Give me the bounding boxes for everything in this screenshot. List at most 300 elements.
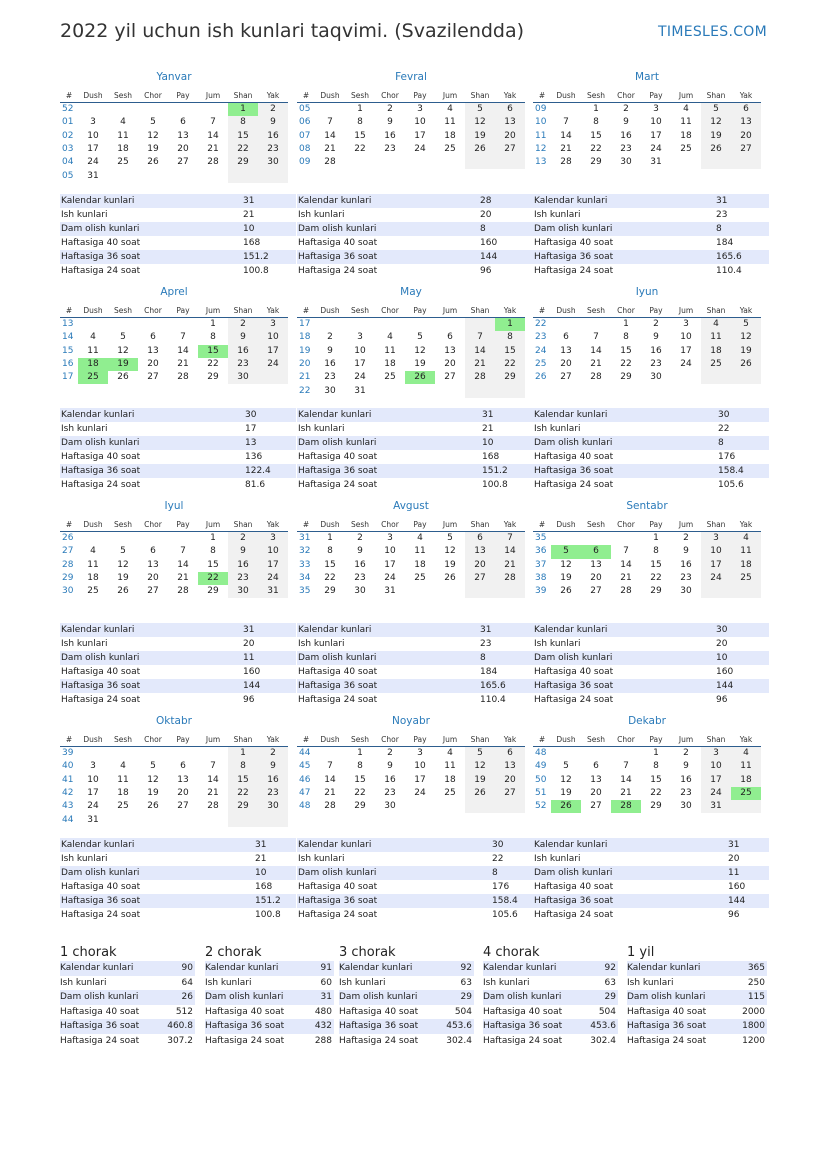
week-number: 47 — [299, 788, 311, 799]
stat-value: 176 — [492, 882, 510, 892]
day-cell: 6 — [180, 761, 186, 772]
day-cell: 1 — [623, 319, 629, 330]
day-cell: 17 — [354, 359, 366, 370]
stat-value: 165.6 — [480, 679, 533, 693]
day-cell: 19 — [560, 788, 572, 799]
stats-row — [533, 478, 769, 492]
day-cell: 30 — [258, 800, 288, 813]
weekday-header: Dush — [315, 732, 345, 747]
week-row — [60, 813, 288, 826]
day-cell: 4 — [120, 117, 126, 128]
weekday-header: Jum — [198, 303, 228, 318]
day-cell: 28 — [590, 372, 602, 383]
stat-value: 92 — [432, 961, 474, 976]
day-cell: 9 — [387, 761, 393, 772]
day-cell: 2 — [228, 532, 258, 546]
day-cell: 2 — [387, 104, 393, 115]
stat-label: Haftasiga 36 soat — [339, 1019, 432, 1034]
stat-value: 29 — [576, 990, 618, 1005]
quarter-title: 1 chorak — [60, 945, 117, 960]
stats-row — [297, 450, 533, 464]
stats-row — [297, 623, 533, 637]
stat-label: Haftasiga 40 soat — [534, 452, 614, 462]
stats-row — [533, 408, 769, 422]
week-row — [533, 585, 761, 598]
weekday-header: Dush — [78, 732, 108, 747]
week-row — [533, 358, 761, 371]
stat-value: 29 — [432, 990, 474, 1005]
day-cell — [228, 169, 258, 182]
day-cell: 29 — [324, 586, 336, 597]
week-number: 27 — [62, 546, 74, 557]
week-row — [297, 358, 525, 371]
day-cell: 20 — [177, 788, 189, 799]
day-cell: 9 — [228, 545, 258, 558]
stats-row — [627, 976, 767, 991]
stat-value: 288 — [314, 1035, 332, 1046]
month-stats — [533, 623, 769, 707]
week-row — [297, 371, 525, 384]
day-cell: 14 — [495, 545, 525, 558]
month-table — [533, 517, 761, 598]
stat-label: Haftasiga 36 soat — [533, 464, 718, 478]
weekday-header: Dush — [78, 517, 108, 532]
day-cell: 6 — [563, 332, 569, 343]
day-cell: 4 — [701, 318, 731, 332]
day-cell: 17 — [650, 130, 662, 141]
day-cell: 11 — [731, 760, 761, 773]
week-number: 39 — [62, 748, 74, 759]
stat-value: 10 — [243, 222, 296, 236]
stat-value: 8 — [480, 222, 533, 236]
week-number: 35 — [535, 533, 547, 544]
stat-value: 250 — [747, 977, 765, 988]
site-link[interactable]: TIMESLES.COM — [658, 24, 767, 40]
stats-row — [483, 1005, 618, 1020]
day-cell: 7 — [327, 761, 333, 772]
day-cell — [465, 585, 495, 598]
day-cell: 23 — [258, 787, 288, 800]
day-cell: 3 — [387, 533, 393, 544]
weekday-header: # — [533, 88, 551, 103]
day-cell: 5 — [701, 103, 731, 117]
week-row — [533, 318, 761, 332]
day-cell: 15 — [650, 559, 662, 570]
day-cell: 6 — [593, 761, 599, 772]
day-cell: 7 — [495, 532, 525, 546]
day-cell — [495, 156, 525, 169]
stats-row — [297, 679, 533, 693]
day-cell: 2 — [387, 748, 393, 759]
stats-row — [60, 408, 296, 422]
weekday-header: Chor — [611, 303, 641, 318]
day-cell: 27 — [731, 143, 761, 156]
day-cell: 10 — [258, 331, 288, 344]
day-cell: 11 — [384, 345, 396, 356]
stat-label: Kalendar kunlari — [533, 408, 718, 422]
stat-label: Ish kunlari — [61, 854, 108, 864]
day-cell: 18 — [87, 573, 99, 584]
week-row — [533, 130, 761, 143]
stats-row — [533, 264, 769, 278]
quarter-title: 1 yil — [627, 945, 655, 960]
stat-value: 23 — [480, 639, 492, 649]
stats-row — [533, 436, 769, 450]
week-row — [60, 800, 288, 813]
day-cell: 30 — [650, 372, 662, 383]
stats-row — [205, 1019, 334, 1034]
week-number: 20 — [299, 359, 311, 370]
day-cell: 28 — [207, 801, 219, 812]
weekday-header: Shan — [228, 517, 258, 532]
day-cell — [138, 103, 168, 117]
stat-value: 365 — [725, 961, 767, 976]
stat-value: 21 — [243, 210, 255, 220]
day-cell: 15 — [495, 345, 525, 358]
day-cell: 9 — [258, 760, 288, 773]
day-cell: 24 — [701, 787, 731, 800]
day-cell: 7 — [593, 332, 599, 343]
month-calendar — [60, 285, 288, 384]
day-cell: 28 — [177, 372, 189, 383]
weekday-header: # — [533, 732, 551, 747]
day-cell: 26 — [147, 801, 159, 812]
week-row — [297, 774, 525, 787]
week-number: 18 — [299, 332, 311, 343]
stat-value: 31 — [728, 838, 769, 852]
week-number: 26 — [535, 372, 547, 383]
week-number: 22 — [299, 385, 311, 396]
stat-label: Haftasiga 24 soat — [534, 695, 614, 705]
stat-value: 122.4 — [245, 464, 296, 478]
day-cell: 11 — [414, 546, 426, 557]
stat-value: 168 — [482, 452, 500, 462]
day-cell: 26 — [701, 143, 731, 156]
stat-label: Ish kunlari — [61, 424, 108, 434]
stat-label: Haftasiga 24 soat — [483, 1035, 563, 1046]
stats-row — [533, 665, 769, 679]
weekday-header: Yak — [258, 303, 288, 318]
day-cell: 30 — [258, 156, 288, 169]
day-cell: 13 — [731, 116, 761, 129]
day-cell: 24 — [87, 801, 99, 812]
day-cell: 16 — [680, 774, 692, 785]
stat-value: 60 — [320, 977, 332, 988]
day-cell: 8 — [210, 546, 216, 557]
week-row — [60, 787, 288, 800]
day-cell: 14 — [177, 559, 189, 570]
weekday-header: # — [297, 732, 315, 747]
stat-label: Ish kunlari — [339, 977, 386, 988]
week-number: 48 — [299, 801, 311, 812]
day-cell — [168, 813, 198, 826]
day-cell: 24 — [354, 372, 366, 383]
day-cell — [228, 813, 258, 826]
stat-label: Haftasiga 36 soat — [533, 894, 728, 908]
day-cell: 31 — [354, 385, 366, 396]
weekday-header: Sesh — [345, 517, 375, 532]
stat-label: Haftasiga 36 soat — [60, 679, 243, 693]
stats-row — [205, 976, 334, 991]
day-cell: 4 — [120, 761, 126, 772]
day-cell: 18 — [117, 144, 129, 155]
day-cell: 3 — [683, 319, 689, 330]
week-number: 38 — [535, 573, 547, 584]
day-cell: 28 — [560, 157, 572, 168]
weekday-header: Dush — [551, 732, 581, 747]
day-cell: 16 — [680, 559, 692, 570]
stat-value: 92 — [576, 961, 618, 976]
week-row — [60, 572, 288, 585]
stats-row — [297, 908, 533, 922]
weekday-header: Shan — [228, 88, 258, 103]
weekday-header: Shan — [465, 303, 495, 318]
day-cell — [581, 747, 611, 761]
day-cell: 7 — [210, 117, 216, 128]
stat-value: 432 — [292, 1019, 334, 1034]
week-number: 11 — [535, 130, 547, 141]
weekday-header: Yak — [495, 517, 525, 532]
stat-value: 144 — [243, 679, 296, 693]
day-cell: 1 — [357, 748, 363, 759]
stat-value: 110.4 — [716, 266, 742, 276]
weekday-header: Chor — [611, 517, 641, 532]
day-cell: 1 — [653, 533, 659, 544]
day-cell: 29 — [228, 800, 258, 813]
stat-value: 144 — [480, 250, 533, 264]
week-number: 07 — [299, 130, 311, 141]
stat-label: Haftasiga 36 soat — [205, 1019, 292, 1034]
weekday-header: Chor — [138, 88, 168, 103]
day-cell: 18 — [444, 774, 456, 785]
day-cell — [671, 156, 701, 169]
stat-label: Haftasiga 24 soat — [534, 480, 614, 490]
holiday-day-cell: 25 — [731, 787, 761, 800]
day-cell: 4 — [90, 332, 96, 343]
week-row — [297, 800, 525, 813]
stats-row — [297, 665, 533, 679]
stat-value: 21 — [482, 424, 494, 434]
day-cell: 27 — [147, 372, 159, 383]
stat-value: 96 — [728, 910, 740, 920]
day-cell: 22 — [354, 144, 366, 155]
day-cell: 20 — [495, 130, 525, 143]
week-row — [297, 156, 525, 169]
stat-label: Haftasiga 24 soat — [298, 910, 378, 920]
day-cell: 14 — [620, 559, 632, 570]
month-stats — [60, 194, 296, 278]
day-cell: 15 — [207, 559, 219, 570]
day-cell: 31 — [87, 170, 99, 181]
stat-value: 21 — [255, 854, 267, 864]
week-row — [297, 116, 525, 129]
weekday-header: Shan — [701, 303, 731, 318]
week-row — [297, 787, 525, 800]
stat-label: Kalendar kunlari — [297, 408, 482, 422]
day-cell: 21 — [560, 144, 572, 155]
weekday-header: Pay — [405, 732, 435, 747]
day-cell: 10 — [258, 545, 288, 558]
day-cell — [435, 384, 465, 397]
weekday-header: Yak — [731, 732, 761, 747]
day-cell: 8 — [623, 332, 629, 343]
day-cell: 23 — [258, 143, 288, 156]
day-cell: 1 — [357, 104, 363, 115]
day-cell: 1 — [210, 533, 216, 544]
stat-value: 302.4 — [446, 1035, 472, 1046]
stat-label: Dam olish kunlari — [297, 651, 480, 665]
day-cell: 30 — [620, 157, 632, 168]
stat-label: Dam olish kunlari — [205, 990, 292, 1005]
day-cell: 24 — [87, 157, 99, 168]
day-cell — [198, 169, 228, 182]
weekday-header: Pay — [168, 303, 198, 318]
weekday-header: Pay — [168, 732, 198, 747]
day-cell — [138, 532, 168, 546]
day-cell: 14 — [177, 345, 189, 356]
day-cell: 12 — [560, 559, 572, 570]
stat-label: Haftasiga 36 soat — [627, 1019, 725, 1034]
stat-value: 17 — [245, 424, 257, 434]
month-name: Iyun — [635, 286, 659, 298]
holiday-day-cell: 5 — [551, 545, 581, 558]
day-cell — [465, 318, 495, 332]
stats-row — [339, 961, 474, 976]
day-cell: 19 — [147, 144, 159, 155]
stats-row — [205, 1005, 334, 1020]
stat-value: 165.6 — [716, 250, 769, 264]
day-cell: 18 — [444, 130, 456, 141]
week-number: 05 — [62, 170, 74, 181]
week-number: 52 — [62, 104, 74, 115]
day-cell — [611, 747, 641, 761]
week-row — [533, 572, 761, 585]
stat-label: Ish kunlari — [298, 639, 345, 649]
stat-label: Dam olish kunlari — [60, 990, 153, 1005]
month-calendar — [533, 285, 761, 384]
stat-label: Haftasiga 24 soat — [61, 695, 141, 705]
stats-row — [533, 194, 769, 208]
month-table — [297, 517, 525, 598]
day-cell: 19 — [444, 559, 456, 570]
week-number: 42 — [62, 788, 74, 799]
day-cell: 14 — [324, 130, 336, 141]
stat-label: Dam olish kunlari — [533, 222, 716, 236]
day-cell: 19 — [731, 345, 761, 358]
stat-value: 144 — [728, 894, 769, 908]
day-cell: 12 — [117, 345, 129, 356]
stat-label: Kalendar kunlari — [60, 838, 255, 852]
stats-row — [483, 1034, 618, 1049]
day-cell — [108, 747, 138, 761]
week-number: 30 — [62, 586, 74, 597]
day-cell: 18 — [731, 559, 761, 572]
week-row — [60, 143, 288, 156]
day-cell: 15 — [590, 130, 602, 141]
week-row — [297, 532, 525, 546]
day-cell: 20 — [590, 788, 602, 799]
day-cell — [731, 585, 761, 598]
day-cell: 10 — [384, 546, 396, 557]
stats-row — [297, 852, 533, 866]
day-cell: 8 — [228, 760, 258, 773]
month-name: Oktabr — [156, 715, 192, 727]
week-row — [533, 116, 761, 129]
day-cell: 10 — [414, 117, 426, 128]
month-table — [297, 303, 525, 398]
week-row — [60, 747, 288, 761]
day-cell: 5 — [563, 761, 569, 772]
stat-value: 63 — [604, 977, 616, 988]
weekday-header: Jum — [198, 517, 228, 532]
stat-label: Haftasiga 40 soat — [627, 1006, 707, 1017]
day-cell: 4 — [683, 104, 689, 115]
weekday-header: Sesh — [108, 517, 138, 532]
stats-row — [297, 866, 533, 880]
day-cell: 7 — [180, 546, 186, 557]
day-cell: 4 — [447, 104, 453, 115]
stat-label: Ish kunlari — [61, 639, 108, 649]
day-cell: 13 — [560, 345, 572, 356]
weekday-header: Shan — [701, 88, 731, 103]
day-cell: 8 — [593, 117, 599, 128]
stats-row — [60, 1005, 195, 1020]
stats-row — [533, 894, 769, 908]
stat-value: 23 — [716, 210, 728, 220]
stats-row — [297, 436, 533, 450]
day-cell: 17 — [384, 559, 396, 570]
stats-row — [339, 1034, 474, 1049]
stat-value: 96 — [243, 695, 255, 705]
day-cell: 3 — [258, 318, 288, 332]
day-cell — [108, 813, 138, 826]
month-calendar — [533, 70, 761, 169]
stat-value: 504 — [454, 1006, 472, 1017]
quarter-block — [339, 944, 474, 1049]
day-cell: 15 — [650, 774, 662, 785]
day-cell: 18 — [384, 359, 396, 370]
week-number: 41 — [62, 774, 74, 785]
stat-value: 30 — [245, 408, 296, 422]
day-cell: 1 — [228, 747, 258, 761]
stat-label: Haftasiga 40 soat — [298, 667, 378, 677]
month-name: Aprel — [160, 286, 188, 298]
day-cell: 22 — [495, 358, 525, 371]
day-cell — [731, 800, 761, 813]
stats-row — [533, 222, 769, 236]
day-cell: 11 — [701, 331, 731, 344]
stat-value: 22 — [492, 854, 504, 864]
day-cell: 4 — [417, 533, 423, 544]
day-cell: 14 — [560, 130, 572, 141]
day-cell: 8 — [357, 761, 363, 772]
holiday-day-cell: 19 — [108, 358, 138, 371]
week-row — [297, 143, 525, 156]
stats-row — [297, 637, 533, 651]
weekday-header: Chor — [375, 517, 405, 532]
week-row — [533, 800, 761, 813]
day-cell: 8 — [495, 331, 525, 344]
holiday-day-cell: 28 — [611, 800, 641, 813]
day-cell: 4 — [387, 332, 393, 343]
stats-row — [60, 908, 296, 922]
day-cell: 27 — [590, 586, 602, 597]
week-row — [60, 116, 288, 129]
month-stats — [60, 838, 296, 922]
day-cell: 22 — [324, 573, 336, 584]
weekday-header: Sesh — [345, 732, 375, 747]
day-cell: 21 — [324, 788, 336, 799]
